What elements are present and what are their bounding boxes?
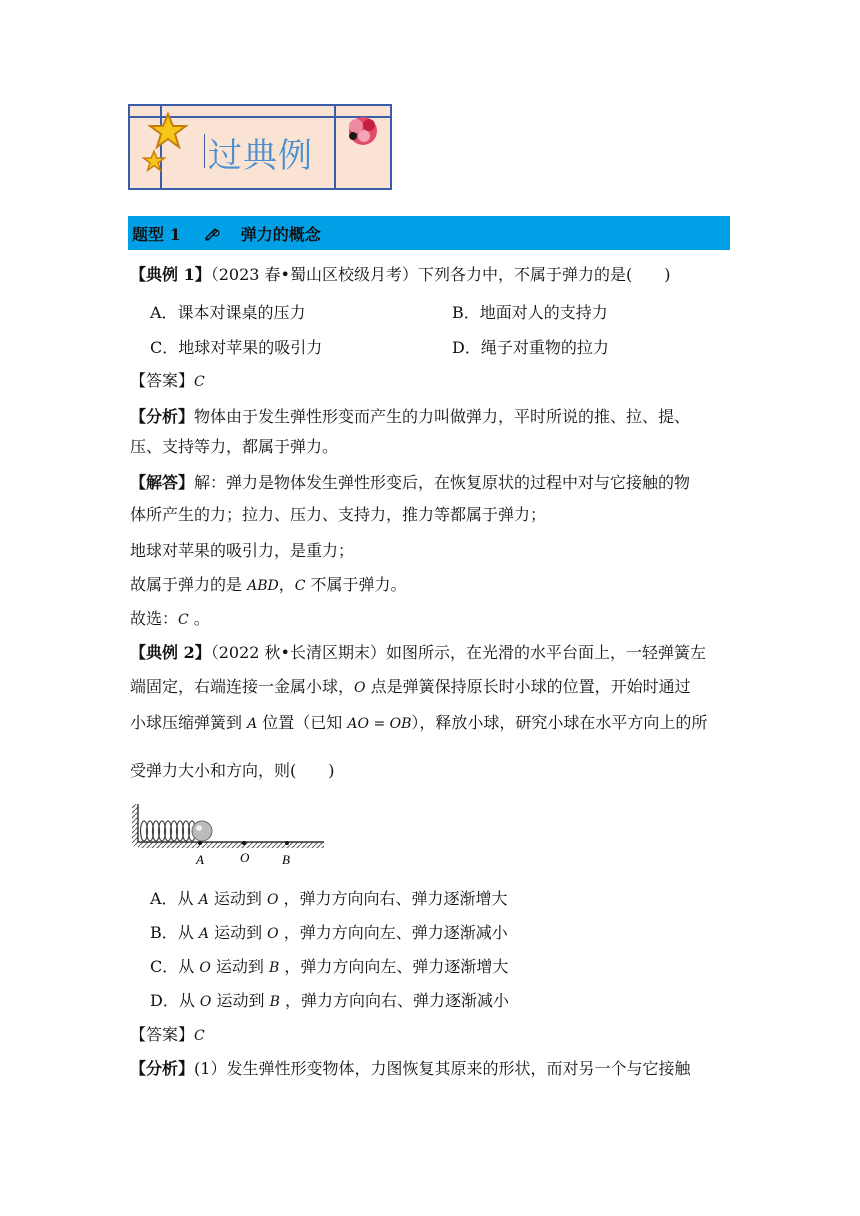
selection-line (130, 608, 210, 631)
spring (141, 821, 196, 841)
solution-label: 【解答】 (130, 473, 195, 492)
example-2-text (130, 676, 691, 699)
example-2-text: 点是弹簧保持原长时小球的位置，开始时通过 (365, 677, 691, 696)
solution-line: 体所产生的力；拉力、压力、支持力，推力等都属于弹力； (130, 505, 547, 524)
option-c: C．地球对苹果的吸引力 (150, 338, 323, 357)
example-2-stem (130, 642, 706, 664)
pencil-icon (203, 224, 221, 242)
star-icon (148, 112, 188, 150)
option-text: ，弹力方向向左、弹力逐渐减小 (278, 923, 508, 942)
math-term: B (269, 960, 280, 976)
answer-line (130, 1024, 205, 1047)
wall (132, 804, 138, 846)
section-name: 弹力的概念 (240, 224, 321, 244)
solution-line: 地球对苹果的吸引力，是重力； (130, 541, 355, 560)
example-2-text (130, 712, 707, 735)
analysis-label: 【分析】 (130, 1059, 195, 1078)
option-a: A．课本对课桌的压力 (150, 303, 306, 322)
point-b-label: B (282, 852, 290, 867)
ball-highlight (196, 825, 202, 831)
spring-figure (130, 800, 326, 872)
example-2-text: 位置（已知 (257, 713, 348, 732)
option-d: D．绳子对重物的拉力 (452, 338, 609, 357)
analysis-line: 压、支持等力，都属于弹力。 (130, 437, 339, 456)
banner-title: 过典例 (208, 136, 313, 176)
point-o-label: O (240, 850, 250, 865)
table-surface (138, 842, 324, 848)
example-1-question: 下列各力中，不属于弹力的是( ) (417, 265, 671, 284)
math-term: O (199, 960, 211, 976)
math-term: A (198, 892, 209, 908)
option-d (150, 990, 509, 1013)
option-text: 运动到 (208, 889, 267, 908)
analysis-line (130, 1058, 690, 1080)
math-term: B (269, 994, 280, 1010)
section-tag: 题型 1 (132, 224, 181, 244)
math-term: O (266, 892, 279, 908)
example-2-text: 小球压缩弹簧到 (130, 713, 248, 732)
example-2-text: 端固定，右端连接一金属小球， (130, 677, 355, 696)
metal-ball (192, 821, 212, 841)
selection-label: 故选： (130, 609, 179, 628)
analysis-label: 【分析】 (130, 407, 195, 426)
option-text: B．从 (150, 923, 199, 942)
math-term: A (198, 926, 209, 942)
option-text: ，弹力方向向右、弹力逐渐减小 (279, 991, 509, 1010)
answer-value: C (194, 1028, 205, 1044)
point-o-marker (242, 841, 246, 845)
option-a (150, 888, 508, 911)
example-1-source: （2023 春•蜀山区校级月考） (210, 265, 418, 284)
option-text: A．从 (150, 889, 199, 908)
example-1-stem (130, 264, 670, 286)
example-2-label: 【典例 2】 (130, 643, 211, 662)
solution-text: 故属于弹力的是 (130, 575, 248, 594)
section-header (128, 216, 730, 250)
math-term: ABD (247, 578, 279, 594)
option-b (150, 922, 508, 945)
option-text: 运动到 (208, 923, 268, 942)
solution-text: ， (278, 575, 295, 594)
math-term: A (247, 716, 258, 732)
banner-rule (334, 106, 336, 188)
point-a-marker (198, 841, 202, 845)
example-2-text: ），释放小球，研究小球在水平方向上的所 (411, 713, 708, 732)
example-banner (128, 104, 392, 190)
math-term: O (199, 994, 212, 1010)
math-term: C (178, 612, 189, 628)
option-c (150, 956, 508, 979)
analysis-text: 物体由于发生弹性形变而产生的力叫做弹力，平时所说的推、拉、提、 (194, 407, 691, 426)
analysis-line (130, 406, 690, 428)
banner-separator (204, 134, 205, 168)
point-b-marker (285, 841, 289, 845)
example-1-label: 【典例 1】 (130, 265, 211, 284)
option-b: B．地面对人的支持力 (452, 303, 608, 322)
option-text: 运动到 (210, 957, 270, 976)
option-text: ，弹力方向向右、弹力逐渐增大 (278, 889, 508, 908)
solution-text: 不属于弹力。 (305, 575, 407, 594)
example-2-text: 受弹力大小和方向，则( ) (130, 761, 335, 780)
analysis-text: (1）发生弹性形变物体，力图恢复其原来的形状，而对另一个与它接触 (194, 1059, 691, 1078)
math-term: C (294, 578, 306, 594)
solution-text: 解：弹力是物体发生弹性形变后，在恢复原状的过程中对与它接触的物 (194, 473, 691, 492)
answer-label: 【答案】 (130, 1025, 195, 1044)
math-term: AO = OB (347, 716, 412, 732)
option-text: 运动到 (211, 991, 270, 1010)
star-icon (142, 150, 166, 172)
answer-label: 【答案】 (130, 371, 195, 390)
solution-line (130, 472, 690, 494)
option-text: D．从 (150, 991, 200, 1010)
math-term: O (354, 680, 366, 696)
answer-line (130, 370, 205, 393)
point-a-label: A (196, 852, 204, 867)
math-term: O (267, 926, 279, 942)
option-text: ，弹力方向向左、弹力逐渐增大 (279, 957, 509, 976)
selection-text: 。 (188, 609, 210, 628)
solution-line (130, 574, 407, 597)
answer-value: C (194, 374, 205, 390)
option-text: C．从 (150, 957, 200, 976)
example-2-text: （2022 秋•长清区期末）如图所示，在光滑的水平台面上，一轻弹簧左 (210, 643, 706, 662)
flower-icon (344, 114, 382, 148)
